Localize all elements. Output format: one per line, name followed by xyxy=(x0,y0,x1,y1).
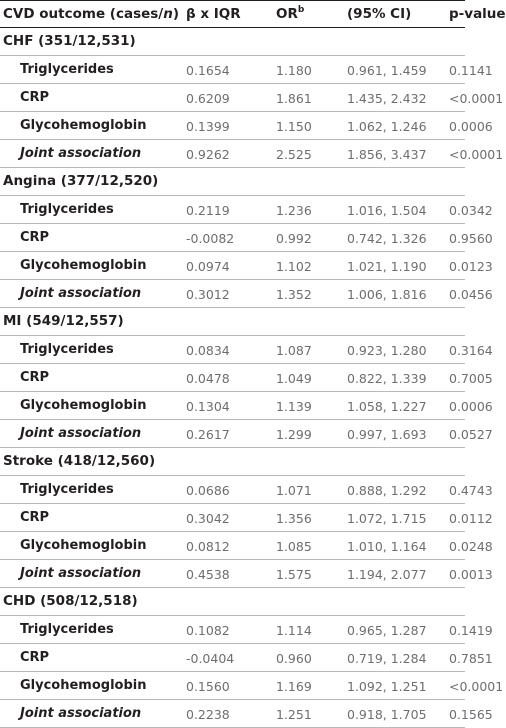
beta-value: -0.0082 xyxy=(186,231,235,246)
beta-value: 0.3042 xyxy=(186,511,230,526)
table-row xyxy=(0,532,493,560)
beta-value: 0.0478 xyxy=(186,371,230,386)
header-outcome xyxy=(3,6,179,22)
beta-value: 0.6209 xyxy=(186,91,230,106)
or-value: 1.049 xyxy=(276,371,312,386)
table-row xyxy=(0,476,493,504)
or-value: 1.236 xyxy=(276,203,312,218)
row-label: Triglycerides xyxy=(20,202,114,217)
beta-value: 0.1560 xyxy=(186,679,230,694)
p-value: 0.1565 xyxy=(449,707,493,722)
ci-value: 1.058, 1.227 xyxy=(347,399,427,414)
or-value: 1.139 xyxy=(276,399,312,414)
p-value: 0.3164 xyxy=(449,343,493,358)
group-title: MI (549/12,557) xyxy=(3,313,124,329)
or-value: 1.085 xyxy=(276,539,312,554)
row-label: Joint association xyxy=(20,566,142,581)
p-value: 0.7851 xyxy=(449,651,493,666)
table-row xyxy=(0,672,504,700)
table-row xyxy=(0,336,493,364)
beta-value: -0.0404 xyxy=(186,651,235,666)
table-row xyxy=(0,364,493,392)
group-title: Angina (377/12,520) xyxy=(3,173,159,189)
ci-value: 1.072, 1.715 xyxy=(347,511,427,526)
group-row xyxy=(0,448,465,476)
ci-value: 0.719, 1.284 xyxy=(347,651,427,666)
p-value: 0.1141 xyxy=(449,63,493,78)
p-value: 0.0013 xyxy=(449,567,493,582)
or-value: 1.114 xyxy=(276,623,312,638)
group-title: Stroke (418/12,560) xyxy=(3,453,156,469)
table-row xyxy=(0,56,493,84)
or-value: 1.102 xyxy=(276,259,312,274)
or-value: 1.087 xyxy=(276,343,312,358)
p-value: 0.0342 xyxy=(449,203,493,218)
group-row xyxy=(0,28,465,56)
beta-value: 0.1304 xyxy=(186,399,230,414)
or-value: 1.169 xyxy=(276,679,312,694)
header-outcome-close: ) xyxy=(172,6,180,22)
ci-value: 1.006, 1.816 xyxy=(347,287,427,302)
p-value: 0.0006 xyxy=(449,399,493,414)
header-or-sup: b xyxy=(297,5,305,15)
or-value: 1.356 xyxy=(276,511,312,526)
table-row xyxy=(0,392,493,420)
or-value: 1.071 xyxy=(276,483,312,498)
group-row xyxy=(0,588,465,616)
ci-value: 1.856, 3.437 xyxy=(347,147,427,162)
row-label: Triglycerides xyxy=(20,342,114,357)
header-beta: β x IQR xyxy=(186,6,241,22)
beta-value: 0.0812 xyxy=(186,539,230,554)
table-row xyxy=(0,196,493,224)
or-value: 1.180 xyxy=(276,63,312,78)
p-value: 0.9560 xyxy=(449,231,493,246)
p-value: 0.0112 xyxy=(449,511,493,526)
table-row xyxy=(0,84,504,112)
beta-value: 0.2617 xyxy=(186,427,230,442)
p-value: <0.0001 xyxy=(449,679,504,694)
row-label: Triglycerides xyxy=(20,622,114,637)
beta-value: 0.1399 xyxy=(186,119,230,134)
table-row xyxy=(0,504,493,532)
row-label: Glycohemoglobin xyxy=(20,678,147,693)
table-body xyxy=(0,28,504,728)
or-value: 1.150 xyxy=(276,119,312,134)
ci-value: 0.961, 1.459 xyxy=(347,63,427,78)
p-value: 0.0527 xyxy=(449,427,493,442)
row-label: Triglycerides xyxy=(20,62,114,77)
ci-value: 0.923, 1.280 xyxy=(347,343,427,358)
header-outcome-text: CVD outcome (cases/ xyxy=(3,6,164,22)
ci-value: 1.010, 1.164 xyxy=(347,539,427,554)
ci-value: 1.194, 2.077 xyxy=(347,567,427,582)
ci-value: 1.435, 2.432 xyxy=(347,91,427,106)
ci-value: 1.092, 1.251 xyxy=(347,679,427,694)
p-value: 0.0123 xyxy=(449,259,493,274)
beta-value: 0.3012 xyxy=(186,287,230,302)
row-label: CRP xyxy=(20,510,50,525)
p-value: 0.0006 xyxy=(449,119,493,134)
ci-value: 0.742, 1.326 xyxy=(347,231,427,246)
header-ci: (95% CI) xyxy=(347,6,412,22)
ci-value: 1.016, 1.504 xyxy=(347,203,427,218)
ci-value: 0.918, 1.705 xyxy=(347,707,427,722)
row-label: Glycohemoglobin xyxy=(20,538,147,553)
table-row xyxy=(0,280,493,308)
or-value: 1.299 xyxy=(276,427,312,442)
group-title: CHF (351/12,531) xyxy=(3,33,136,49)
ci-value: 0.997, 1.693 xyxy=(347,427,427,442)
or-value: 1.861 xyxy=(276,91,312,106)
or-value: 1.251 xyxy=(276,707,312,722)
p-value: 0.1419 xyxy=(449,623,493,638)
beta-value: 0.0686 xyxy=(186,483,230,498)
ci-value: 0.822, 1.339 xyxy=(347,371,427,386)
group-row xyxy=(0,168,465,196)
beta-value: 0.4538 xyxy=(186,567,230,582)
or-value: 2.525 xyxy=(276,147,312,162)
beta-value: 0.1654 xyxy=(186,63,230,78)
table-row xyxy=(0,560,493,588)
row-label: Joint association xyxy=(20,426,142,441)
table-header xyxy=(0,0,506,28)
table-row xyxy=(0,644,493,672)
or-value: 1.575 xyxy=(276,567,312,582)
table-row xyxy=(0,252,493,280)
row-label: Joint association xyxy=(20,706,142,721)
table-row xyxy=(0,112,493,140)
row-label: CRP xyxy=(20,370,50,385)
ci-value: 0.965, 1.287 xyxy=(347,623,427,638)
or-value: 0.960 xyxy=(276,651,312,666)
table-row xyxy=(0,420,493,448)
beta-value: 0.2119 xyxy=(186,203,230,218)
row-label: Joint association xyxy=(20,286,142,301)
header-or-text: OR xyxy=(276,6,298,22)
row-label: Glycohemoglobin xyxy=(20,118,147,133)
row-label: CRP xyxy=(20,90,50,105)
or-value: 0.992 xyxy=(276,231,312,246)
row-label: Glycohemoglobin xyxy=(20,258,147,273)
p-value: 0.4743 xyxy=(449,483,493,498)
ci-value: 0.888, 1.292 xyxy=(347,483,427,498)
p-value: 0.7005 xyxy=(449,371,493,386)
ci-value: 1.021, 1.190 xyxy=(347,259,427,274)
beta-value: 0.1082 xyxy=(186,623,230,638)
row-label: Triglycerides xyxy=(20,482,114,497)
header-outcome-n: n xyxy=(163,6,173,22)
or-value: 1.352 xyxy=(276,287,312,302)
table-row xyxy=(0,140,504,168)
header-p: p-value xyxy=(449,6,506,22)
table-row xyxy=(0,616,493,644)
header-or xyxy=(276,6,304,22)
group-row xyxy=(0,308,465,336)
p-value: <0.0001 xyxy=(449,147,504,162)
beta-value: 0.2238 xyxy=(186,707,230,722)
p-value: 0.0456 xyxy=(449,287,493,302)
p-value: 0.0248 xyxy=(449,539,493,554)
row-label: CRP xyxy=(20,230,50,245)
row-label: Glycohemoglobin xyxy=(20,398,147,413)
row-label: CRP xyxy=(20,650,50,665)
row-label: Joint association xyxy=(20,146,142,161)
ci-value: 1.062, 1.246 xyxy=(347,119,427,134)
table-row xyxy=(0,700,493,728)
beta-value: 0.9262 xyxy=(186,147,230,162)
beta-value: 0.0974 xyxy=(186,259,230,274)
group-title: CHD (508/12,518) xyxy=(3,593,138,609)
table-row xyxy=(0,224,493,252)
beta-value: 0.0834 xyxy=(186,343,230,358)
p-value: <0.0001 xyxy=(449,91,504,106)
